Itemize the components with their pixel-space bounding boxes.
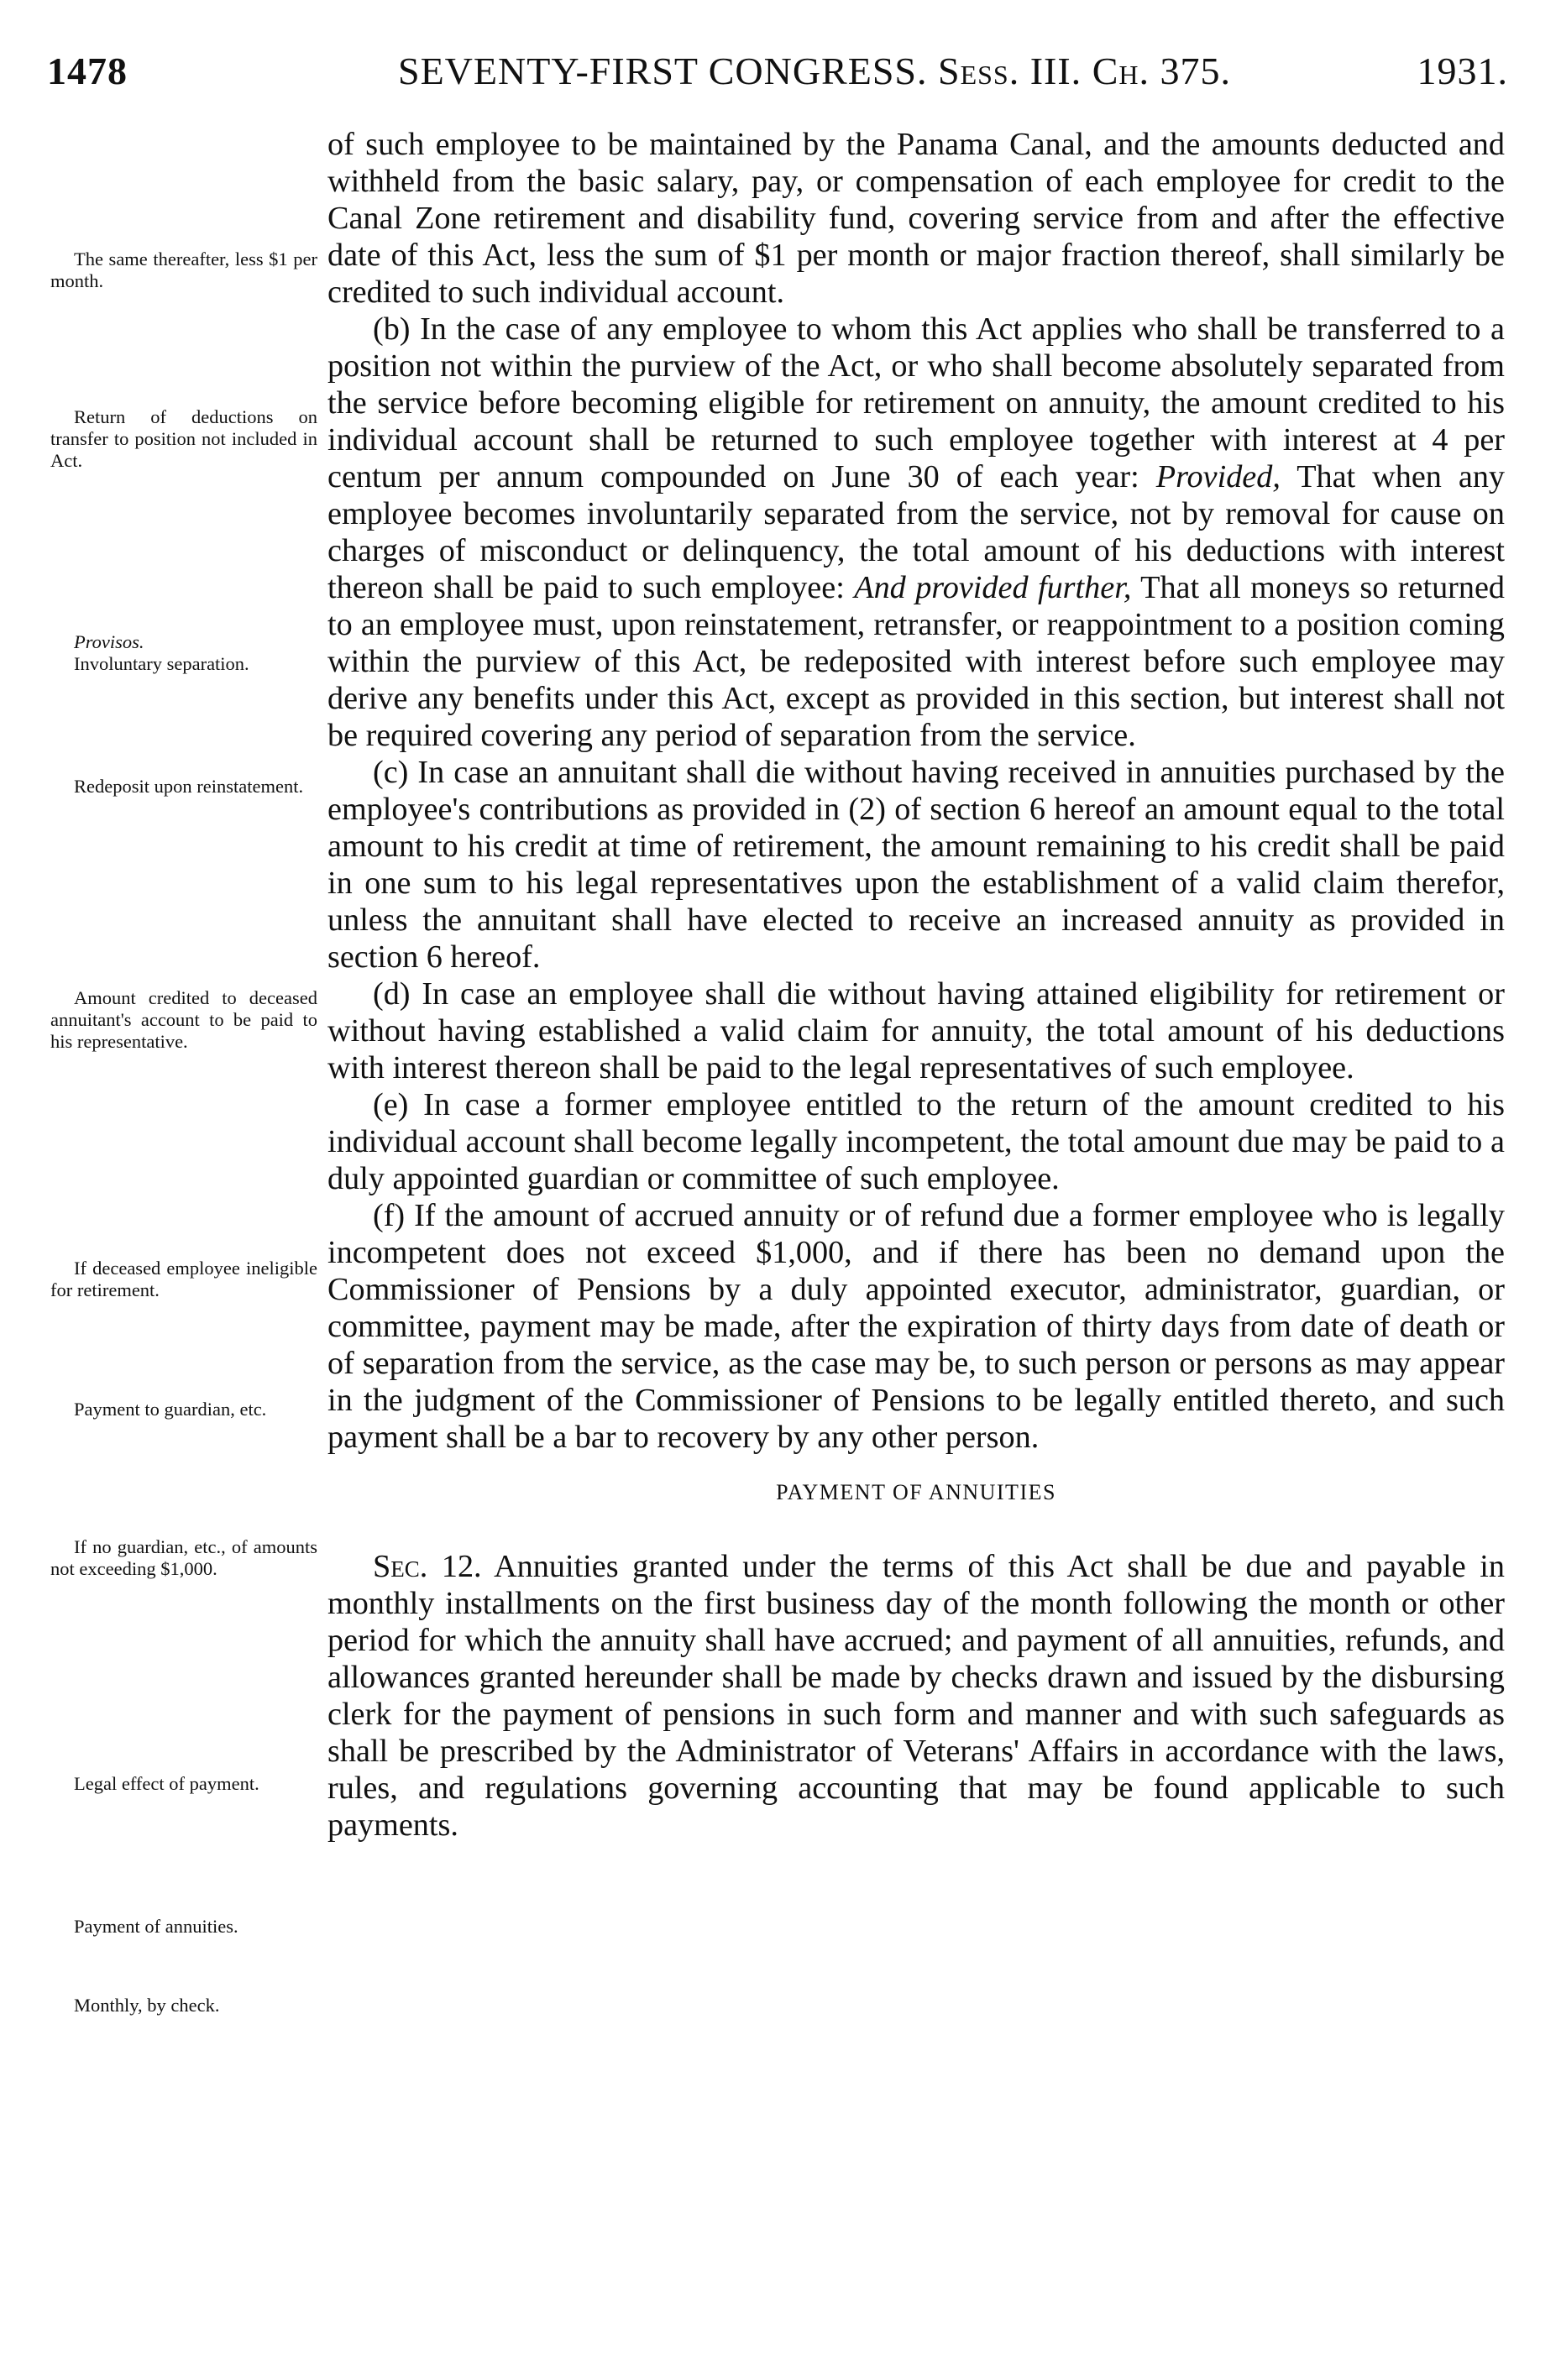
congress-title: SEVENTY-FIRST CONGRESS. <box>398 50 928 92</box>
session-number: III. <box>1029 50 1082 92</box>
side-note-same-thereafter: The same thereafter, less $1 per month. <box>50 248 317 291</box>
side-note-involuntary-separation: Involuntary separation. <box>74 653 249 674</box>
chapter-number: 375. <box>1160 50 1231 92</box>
section-heading: PAYMENT OF ANNUITIES <box>776 1480 1056 1504</box>
side-note-return-of-deductions: Return of deductions on transfer to position not included in Act. <box>50 406 317 471</box>
paragraph-continuation: of such employee to be maintained by the Panama Canal, and the amounts deducted and withheld from the basic salary, pay, or compensation of each employee for credit to the Canal Zone retirement and disability fund, covering service from and after the effective date of this Act, less the sum of $1 per month or major fraction thereof, shall similarly be credited to such individual account. <box>327 127 1505 310</box>
side-note-provisos: Provisos. <box>74 631 144 652</box>
session-label: Sess. <box>937 50 1020 92</box>
paragraph-e: (e) In case a former employee entitled to the return of the amount credited to his individual account shall become legally incompetent, the total amount due may be paid to a duly appointed guardian or committee of such employee. <box>327 1087 1505 1196</box>
section-12-paragraph: Sec. 12. Annuities granted under the terms of this Act shall be due and payable in monthly installments on the first business day of the month following the month or other period for which the annuity shall have accrued; and payment of all annuities, refunds, and allowances granted hereunder shall be made by checks drawn and issued by the disbursing clerk for the payment of pensions in such form and manner and with such safeguards as shall be prescribed by the Administrator of Veterans' Affairs in accordance with the laws, rules, and regulations governing accounting that may be found applicable to such payments. <box>327 1549 1505 1843</box>
congress-session-chapter <box>398 49 1231 93</box>
chapter-label: Ch. <box>1092 50 1150 92</box>
paragraph-d: (d) In case an employee shall die without having attained eligibility for retirement or without having established a valid claim for annuity, the total amount of his deductions with interest thereon shall be paid to the legal representatives of such employee. <box>327 976 1505 1085</box>
statute-body <box>327 126 1505 1844</box>
side-note-no-guardian: If no guardian, etc., of amounts not exceeding $1,000. <box>50 1536 317 1579</box>
side-note-payment-of-annuities: Payment of annuities. <box>74 1916 238 1937</box>
side-note-redeposit: Redeposit upon reinstatement. <box>74 776 304 797</box>
paragraph-c: (c) In case an annuitant shall die without having received in annuities purchased by the employee's contributions as provided in (2) of section 6 hereof an amount equal to the total amount to his credit at time of retirement, the amount remaining to his credit shall be paid in one sum to his legal representatives upon the establishment of a valid claim therefor, unless the annuitant shall have elected to receive an increased annuity as provided in section 6 hereof. <box>327 755 1505 975</box>
side-note-amount-credited-deceased: Amount credited to deceased annuitant's account to be paid to his representative. <box>50 987 317 1052</box>
page-number: 1478 <box>47 50 128 92</box>
paragraph-f: (f) If the amount of accrued annuity or of refund due a former employee who is legally incompetent does not exceed $1,000, and if there has been no demand upon the Commissioner of Pensions by a duly appointed executor, administrator, guardian, or committee, payment may be made, after the expiration of thirty days from date of death or of separation from the service, as the case may be, to such person or persons as may appear in the judgment of the Commissioner of Pensions to be legally entitled thereto, and such payment shall be a bar to recovery by any other person. <box>327 1198 1505 1455</box>
and-provided-further-italic: And provided further, <box>854 570 1132 605</box>
provided-italic: Provided, <box>1155 459 1281 494</box>
paragraph-b: (b) In the case of any employee to whom this Act applies who shall be transferred to a position not within the purview of the Act, or who shall become absolutely separated from the service before becoming eligible for retirement on annuity, the amount credited to his individual account shall be returned to such employee together with interest at 4 per centum per annum compounded on June 30 of each year: Provided, That when any employee becomes involuntarily separated from the service, not by removal for cause on charges of misconduct or delinquency, the total amount of his deductions with interest thereon shall be paid to such employee: And provided further, That all moneys so returned to an employee must, upon reinstatement, retransfer, or reappointment to a position coming within the purview of this Act, be redeposited with interest before such employee may derive any benefits under this Act, except as provided in this section, but interest shall not be required covering any period of separation from the service. <box>327 311 1506 753</box>
section-label: Sec. 12. <box>373 1549 482 1584</box>
running-header <box>47 49 1508 96</box>
year: 1931. <box>1417 50 1508 92</box>
side-note-monthly-by-check: Monthly, by check. <box>74 1995 220 2016</box>
side-note-legal-effect: Legal effect of payment. <box>74 1773 259 1794</box>
side-note-payment-to-guardian: Payment to guardian, etc. <box>74 1399 267 1420</box>
side-note-deceased-ineligible: If deceased employee ineligible for retirement. <box>50 1258 317 1300</box>
